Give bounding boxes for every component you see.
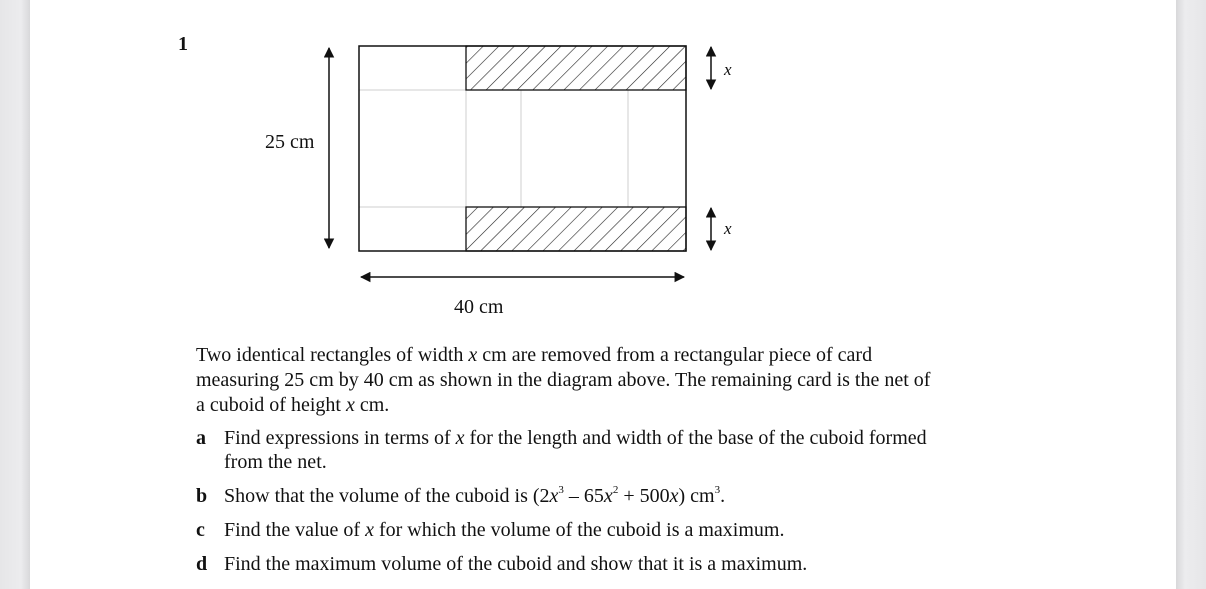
width-label: 40 cm	[454, 296, 504, 318]
intro-text: cm.	[354, 394, 390, 416]
volume-expression: $(2x^3 - 65x^2 + 500x)$ $cm^3$.	[532, 484, 726, 507]
part-letter: c	[196, 519, 205, 541]
part-variable: x	[455, 427, 465, 449]
intro-variable: x	[468, 344, 478, 366]
question-number: 1	[178, 33, 188, 55]
intro-text: cm are removed from a rectangular piece of card measuring 25 cm by 40 cm as shown in the diagram above. The remaining card is the net of a cuboid of height	[196, 344, 931, 416]
removed-rectangle-top	[466, 46, 686, 90]
removed-rectangle-bottom	[466, 207, 686, 251]
fold-lines	[359, 90, 686, 207]
question-parts	[196, 426, 936, 576]
height-label: 25 cm	[265, 131, 315, 153]
part-variable: x	[365, 519, 374, 541]
part-d	[196, 552, 936, 576]
part-text: Find the maximum volume of the cuboid and show that it is a maximum.	[224, 553, 808, 575]
part-a	[196, 426, 936, 474]
cut-label-bottom: x	[724, 219, 732, 238]
intro-variable: x	[345, 394, 355, 416]
part-text: for the length and width of the base of the cuboid formed from the net.	[224, 427, 927, 473]
part-text: Show that the volume of the cuboid is	[224, 485, 533, 507]
part-letter: b	[196, 485, 208, 507]
part-text: for which the volume of the cuboid is a maximum.	[373, 519, 785, 541]
part-b	[196, 484, 936, 508]
part-text: Find expressions in terms of	[224, 427, 456, 449]
question-intro	[196, 343, 936, 418]
part-letter: a	[196, 427, 206, 449]
part-text: Find the value of	[224, 519, 366, 541]
intro-text: Two identical rectangles of width	[196, 344, 469, 366]
cut-label-top: x	[724, 60, 732, 79]
part-c	[196, 518, 936, 542]
part-letter: d	[196, 553, 208, 575]
